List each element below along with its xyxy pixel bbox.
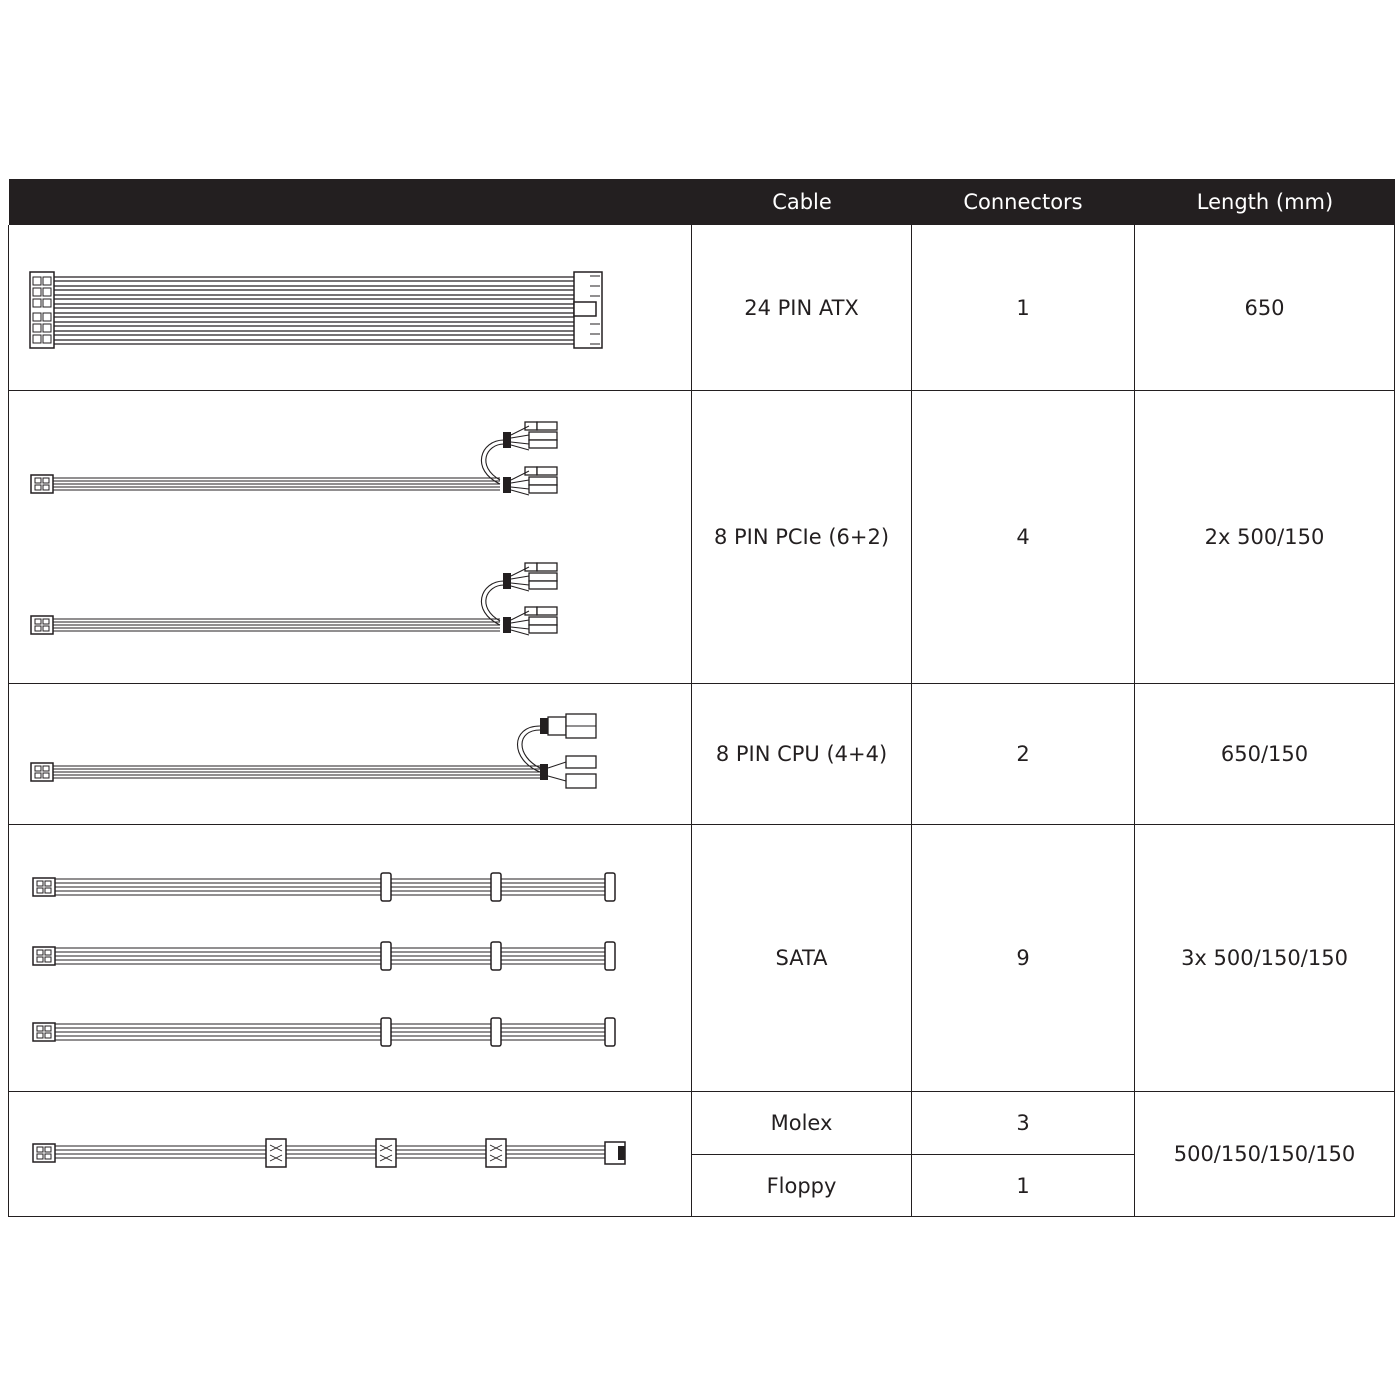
- table-cell-connectors: 4: [1016, 525, 1030, 549]
- header-cable: Cable: [772, 190, 832, 214]
- table-cell-connectors: 1: [1016, 296, 1030, 320]
- pcie-8pin-cable-icon: [31, 422, 557, 635]
- table-cell-length: 650/150: [1220, 742, 1309, 766]
- table-cell-cable: Floppy: [766, 1173, 837, 1198]
- table-cell-length: 650: [1244, 296, 1285, 320]
- table-cell-cable: 8 PIN CPU (4+4): [715, 742, 888, 766]
- header-connectors: Connectors: [963, 190, 1083, 214]
- molex-floppy-cable-icon: [33, 1139, 625, 1167]
- table-cell-cable: 24 PIN ATX: [744, 296, 859, 320]
- table-cell-connectors: 2: [1016, 742, 1030, 766]
- table-cell-length: 500/150/150/150: [1173, 1142, 1356, 1166]
- cpu-8pin-cable-icon: [31, 714, 596, 788]
- table-cell-length: 2x 500/150: [1204, 525, 1325, 549]
- table-cell-cable: Molex: [770, 1111, 833, 1135]
- table-cell-connectors: 3: [1016, 1111, 1030, 1135]
- atx-24pin-cable-icon: [30, 272, 602, 348]
- header-length: Length (mm): [1196, 190, 1334, 214]
- sata-cable-icon: [33, 873, 615, 1046]
- table-cell-length: 3x 500/150/150: [1181, 946, 1348, 970]
- table-cell-connectors: 1: [1016, 1173, 1030, 1198]
- table-cell-connectors: 9: [1016, 946, 1030, 970]
- table-cell-cable: SATA: [775, 946, 828, 970]
- table-cell-cable: 8 PIN PCIe (6+2): [713, 525, 890, 549]
